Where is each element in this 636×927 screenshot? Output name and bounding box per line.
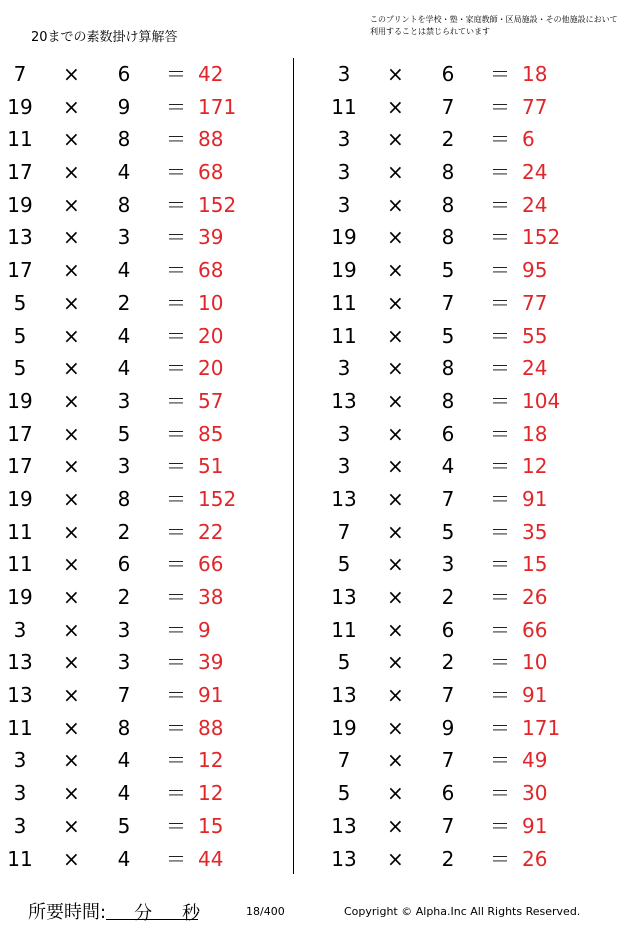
equals-sign: ＝ — [166, 552, 186, 577]
multiplier: 4 — [117, 356, 131, 381]
multiplicand: 13 — [7, 225, 33, 250]
times-sign: × — [387, 846, 404, 871]
multiplier: 5 — [441, 519, 455, 544]
multiplicand: 11 — [7, 519, 33, 544]
multiplier: 6 — [117, 552, 131, 577]
multiplier: 7 — [441, 94, 455, 119]
equals-sign: ＝ — [490, 846, 510, 871]
equals-sign: ＝ — [166, 813, 186, 838]
page-number: 18/400 — [246, 905, 285, 918]
equals-sign: ＝ — [166, 323, 186, 348]
answer: 77 — [522, 94, 548, 119]
multiplicand: 11 — [7, 846, 33, 871]
equals-sign: ＝ — [166, 62, 186, 86]
times-sign: × — [387, 486, 404, 511]
multiplier: 6 — [441, 617, 455, 642]
equals-sign: ＝ — [490, 617, 510, 642]
answer: 77 — [522, 290, 548, 315]
multiplicand: 3 — [13, 813, 27, 838]
equals-sign: ＝ — [166, 486, 186, 511]
multiplicand: 19 — [7, 94, 33, 119]
answer: 66 — [198, 552, 224, 577]
times-sign: × — [387, 127, 404, 152]
equals-sign: ＝ — [490, 388, 510, 413]
answer: 91 — [522, 683, 548, 708]
multiplier: 5 — [441, 258, 455, 283]
multiplicand: 7 — [337, 748, 351, 773]
times-sign: × — [63, 290, 80, 315]
multiplicand: 13 — [331, 486, 357, 511]
equals-sign: ＝ — [490, 421, 510, 446]
multiplicand: 11 — [331, 323, 357, 348]
answer: 66 — [522, 617, 548, 642]
multiplicand: 19 — [7, 388, 33, 413]
times-sign: × — [63, 552, 80, 577]
times-sign: × — [63, 323, 80, 348]
multiplicand: 5 — [13, 356, 27, 381]
multiplicand: 11 — [7, 127, 33, 152]
answer: 24 — [522, 356, 548, 381]
answer: 68 — [198, 160, 224, 185]
multiplicand: 3 — [337, 356, 351, 381]
multiplier: 2 — [441, 846, 455, 871]
answer: 171 — [522, 715, 561, 740]
answer: 152 — [198, 486, 237, 511]
multiplier: 4 — [117, 323, 131, 348]
equals-sign: ＝ — [490, 62, 510, 86]
times-sign: × — [63, 454, 80, 479]
times-sign: × — [387, 454, 404, 479]
times-sign: × — [63, 160, 80, 185]
answer: 30 — [522, 781, 548, 806]
multiplier: 4 — [117, 160, 131, 185]
equals-sign: ＝ — [490, 356, 510, 381]
multiplicand: 7 — [337, 519, 351, 544]
multiplicand: 19 — [7, 585, 33, 609]
equals-sign: ＝ — [166, 715, 186, 740]
multiplicand: 13 — [331, 813, 357, 838]
equals-sign: ＝ — [490, 813, 510, 838]
multiplier: 6 — [441, 62, 455, 86]
multiplier: 4 — [117, 258, 131, 283]
answer: 38 — [198, 585, 224, 609]
answer: 10 — [522, 650, 548, 675]
answer: 12 — [198, 781, 224, 806]
equals-sign: ＝ — [166, 650, 186, 675]
answer: 171 — [198, 94, 237, 119]
multiplicand: 11 — [331, 94, 357, 119]
equals-sign: ＝ — [490, 519, 510, 544]
multiplier: 4 — [117, 781, 131, 806]
times-sign: × — [63, 258, 80, 283]
equals-sign: ＝ — [490, 748, 510, 773]
times-sign: × — [63, 585, 80, 609]
answer: 15 — [198, 813, 224, 838]
times-sign: × — [63, 421, 80, 446]
times-sign: × — [63, 781, 80, 806]
answer: 91 — [522, 486, 548, 511]
multiplier: 7 — [441, 683, 455, 708]
multiplier: 2 — [117, 290, 131, 315]
multiplier: 8 — [441, 356, 455, 381]
answer: 88 — [198, 127, 224, 152]
answer: 42 — [198, 62, 224, 86]
answer: 26 — [522, 846, 548, 871]
times-sign: × — [387, 160, 404, 185]
answer: 95 — [522, 258, 548, 283]
multiplier: 5 — [117, 813, 131, 838]
multiplier: 5 — [117, 421, 131, 446]
multiplicand: 3 — [337, 192, 351, 217]
answer: 15 — [522, 552, 548, 577]
multiplicand: 17 — [7, 258, 33, 283]
multiplier: 5 — [441, 323, 455, 348]
times-sign: × — [63, 486, 80, 511]
answer: 68 — [198, 258, 224, 283]
equals-sign: ＝ — [166, 585, 186, 609]
times-sign: × — [387, 421, 404, 446]
multiplier: 7 — [441, 748, 455, 773]
equals-sign: ＝ — [166, 846, 186, 871]
multiplier: 6 — [117, 62, 131, 86]
times-sign: × — [387, 323, 404, 348]
multiplicand: 3 — [13, 781, 27, 806]
multiplier: 4 — [117, 748, 131, 773]
answer: 10 — [198, 290, 224, 315]
multiplier: 7 — [441, 813, 455, 838]
time-blank — [106, 901, 201, 924]
multiplicand: 19 — [7, 192, 33, 217]
equals-sign: ＝ — [166, 290, 186, 315]
equals-sign: ＝ — [490, 258, 510, 283]
answer: 57 — [198, 388, 224, 413]
times-sign: × — [63, 519, 80, 544]
answer: 152 — [198, 192, 237, 217]
equals-sign: ＝ — [490, 454, 510, 479]
equals-sign: ＝ — [166, 160, 186, 185]
equals-sign: ＝ — [166, 356, 186, 381]
equals-sign: ＝ — [166, 94, 186, 119]
multiplicand: 5 — [13, 323, 27, 348]
equals-sign: ＝ — [490, 715, 510, 740]
times-sign: × — [387, 781, 404, 806]
times-sign: × — [63, 683, 80, 708]
multiplicand: 3 — [13, 748, 27, 773]
multiplier: 2 — [441, 650, 455, 675]
answer: 24 — [522, 192, 548, 217]
multiplier: 4 — [441, 454, 455, 479]
multiplicand: 11 — [331, 290, 357, 315]
multiplier: 6 — [441, 781, 455, 806]
times-sign: × — [63, 192, 80, 217]
times-sign: × — [63, 388, 80, 413]
multiplicand: 5 — [13, 290, 27, 315]
times-sign: × — [387, 813, 404, 838]
answer: 26 — [522, 585, 548, 609]
times-sign: × — [63, 127, 80, 152]
times-sign: × — [63, 225, 80, 250]
multiplier: 8 — [117, 715, 131, 740]
equals-sign: ＝ — [490, 94, 510, 119]
equals-sign: ＝ — [166, 454, 186, 479]
multiplicand: 5 — [337, 650, 351, 675]
multiplicand: 13 — [331, 846, 357, 871]
copyright-notice: Copyright © Alpha.Inc All Rights Reserved. — [344, 905, 581, 918]
multiplier: 9 — [441, 715, 455, 740]
equals-sign: ＝ — [166, 127, 186, 152]
answer: 85 — [198, 421, 224, 446]
answer: 39 — [198, 225, 224, 250]
equals-sign: ＝ — [166, 519, 186, 544]
equals-sign: ＝ — [490, 323, 510, 348]
multiplier: 3 — [117, 650, 131, 675]
multiplier: 3 — [441, 552, 455, 577]
multiplier: 2 — [117, 585, 131, 609]
answer: 152 — [522, 225, 561, 250]
times-sign: × — [387, 683, 404, 708]
equals-sign: ＝ — [490, 781, 510, 806]
answer: 18 — [522, 62, 548, 86]
answer: 12 — [522, 454, 548, 479]
answer: 91 — [522, 813, 548, 838]
answer: 22 — [198, 519, 224, 544]
worksheet-title: 20までの素数掛け算解答 — [31, 30, 178, 45]
answer: 9 — [198, 617, 211, 642]
multiplicand: 5 — [337, 781, 351, 806]
equals-sign: ＝ — [490, 585, 510, 609]
multiplier: 7 — [441, 486, 455, 511]
multiplicand: 19 — [331, 258, 357, 283]
multiplicand: 11 — [7, 552, 33, 577]
multiplicand: 13 — [331, 585, 357, 609]
column-divider — [293, 58, 294, 874]
equals-sign: ＝ — [166, 617, 186, 642]
multiplier: 3 — [117, 225, 131, 250]
equals-sign: ＝ — [490, 192, 510, 217]
multiplier: 8 — [117, 192, 131, 217]
equals-sign: ＝ — [490, 160, 510, 185]
equals-sign: ＝ — [166, 258, 186, 283]
times-sign: × — [387, 715, 404, 740]
multiplicand: 13 — [7, 683, 33, 708]
usage-notice: このプリントを学校・塾・家庭教師・区局施設・その他施設において利用することは禁じられています — [370, 15, 618, 36]
answer: 55 — [522, 323, 548, 348]
answer: 39 — [198, 650, 224, 675]
multiplicand: 7 — [13, 62, 27, 86]
equals-sign: ＝ — [166, 683, 186, 708]
multiplicand: 3 — [13, 617, 27, 642]
times-sign: × — [387, 62, 404, 86]
multiplier: 8 — [441, 388, 455, 413]
multiplier: 2 — [117, 519, 131, 544]
times-sign: × — [63, 715, 80, 740]
times-sign: × — [63, 617, 80, 642]
answer: 12 — [198, 748, 224, 773]
times-sign: × — [387, 617, 404, 642]
times-sign: × — [63, 846, 80, 871]
multiplicand: 3 — [337, 127, 351, 152]
answer: 20 — [198, 356, 224, 381]
times-sign: × — [63, 356, 80, 381]
multiplicand: 19 — [7, 486, 33, 511]
equals-sign: ＝ — [166, 388, 186, 413]
multiplier: 8 — [441, 225, 455, 250]
times-sign: × — [63, 813, 80, 838]
multiplier: 6 — [441, 421, 455, 446]
equals-sign: ＝ — [166, 225, 186, 250]
times-sign: × — [63, 748, 80, 773]
times-sign: × — [387, 519, 404, 544]
times-sign: × — [387, 748, 404, 773]
multiplier: 2 — [441, 127, 455, 152]
answer: 6 — [522, 127, 535, 152]
multiplier: 8 — [441, 192, 455, 217]
times-sign: × — [387, 650, 404, 675]
times-sign: × — [63, 94, 80, 119]
minutes-unit: 分 — [134, 903, 153, 924]
multiplicand: 3 — [337, 454, 351, 479]
multiplier: 4 — [117, 846, 131, 871]
times-sign: × — [387, 258, 404, 283]
multiplicand: 19 — [331, 225, 357, 250]
multiplier: 3 — [117, 454, 131, 479]
multiplier: 8 — [117, 486, 131, 511]
times-sign: × — [387, 225, 404, 250]
multiplicand: 3 — [337, 421, 351, 446]
equals-sign: ＝ — [166, 421, 186, 446]
equals-sign: ＝ — [166, 781, 186, 806]
multiplicand: 11 — [7, 715, 33, 740]
time-required — [28, 898, 201, 924]
answer: 49 — [522, 748, 548, 773]
equals-sign: ＝ — [490, 127, 510, 152]
answer: 91 — [198, 683, 224, 708]
multiplicand: 3 — [337, 62, 351, 86]
equals-sign: ＝ — [490, 650, 510, 675]
multiplier: 2 — [441, 585, 455, 609]
equals-sign: ＝ — [490, 486, 510, 511]
multiplier: 8 — [441, 160, 455, 185]
answer: 35 — [522, 519, 548, 544]
multiplier: 7 — [117, 683, 131, 708]
time-required-label: 所要時間: — [28, 902, 107, 923]
seconds-unit: 秒 — [182, 903, 201, 924]
multiplier: 3 — [117, 388, 131, 413]
multiplicand: 13 — [331, 388, 357, 413]
multiplicand: 19 — [331, 715, 357, 740]
multiplier: 8 — [117, 127, 131, 152]
multiplicand: 17 — [7, 160, 33, 185]
times-sign: × — [387, 192, 404, 217]
multiplicand: 3 — [337, 160, 351, 185]
multiplicand: 17 — [7, 421, 33, 446]
equals-sign: ＝ — [490, 683, 510, 708]
multiplicand: 13 — [331, 683, 357, 708]
answer: 104 — [522, 388, 561, 413]
multiplicand: 13 — [7, 650, 33, 675]
equals-sign: ＝ — [490, 225, 510, 250]
multiplicand: 11 — [331, 617, 357, 642]
times-sign: × — [387, 585, 404, 609]
answer: 18 — [522, 421, 548, 446]
multiplier: 9 — [117, 94, 131, 119]
equals-sign: ＝ — [166, 748, 186, 773]
times-sign: × — [387, 356, 404, 381]
times-sign: × — [63, 650, 80, 675]
multiplier: 3 — [117, 617, 131, 642]
times-sign: × — [387, 388, 404, 413]
times-sign: × — [63, 62, 80, 86]
equals-sign: ＝ — [166, 192, 186, 217]
times-sign: × — [387, 94, 404, 119]
multiplicand: 17 — [7, 454, 33, 479]
equals-sign: ＝ — [490, 552, 510, 577]
times-sign: × — [387, 552, 404, 577]
equals-sign: ＝ — [490, 290, 510, 315]
multiplier: 7 — [441, 290, 455, 315]
answer: 88 — [198, 715, 224, 740]
answer: 51 — [198, 454, 224, 479]
answer: 20 — [198, 323, 224, 348]
answer: 44 — [198, 846, 224, 871]
times-sign: × — [387, 290, 404, 315]
answer: 24 — [522, 160, 548, 185]
multiplicand: 5 — [337, 552, 351, 577]
